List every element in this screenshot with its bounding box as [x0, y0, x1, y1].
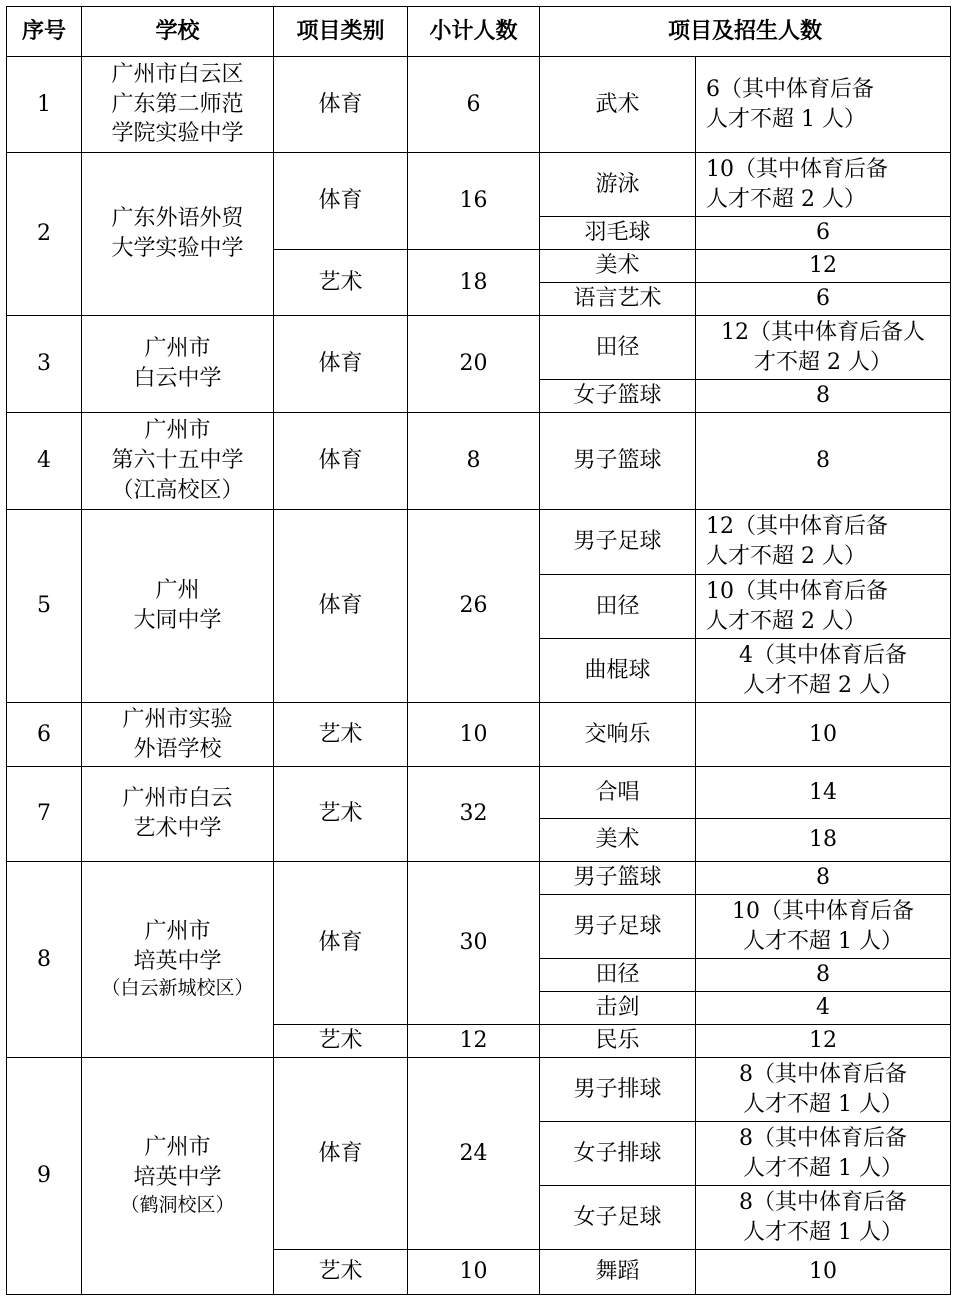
subtotal-cell: 24	[408, 1058, 540, 1250]
item-name-cell: 男子排球	[540, 1058, 696, 1122]
school-cell	[82, 57, 274, 153]
subtotal-cell: 16	[408, 153, 540, 250]
item-count-cell: 6	[696, 283, 951, 316]
item-name-cell: 合唱	[540, 767, 696, 819]
table-row	[7, 510, 951, 575]
item-name-cell: 曲棍球	[540, 639, 696, 703]
item-name-cell: 美术	[540, 819, 696, 862]
subtotal-cell: 18	[408, 250, 540, 316]
item-name-cell: 田径	[540, 316, 696, 380]
item-count-cell: 10	[696, 1250, 951, 1295]
header-row	[7, 7, 951, 57]
school-line: 广州市	[144, 918, 211, 944]
count-line: 10（其中体育后备	[706, 578, 888, 604]
school-cell	[82, 153, 274, 316]
item-count-cell: 8	[696, 413, 951, 510]
school-line: 培英中学	[133, 948, 222, 974]
school-line: 广州市实验	[122, 706, 233, 732]
school-line: 广州市白云区	[111, 61, 244, 87]
item-name-cell: 田径	[540, 575, 696, 639]
category-cell: 艺术	[274, 1025, 408, 1058]
item-count-cell	[696, 1058, 951, 1122]
item-name-cell: 武术	[540, 57, 696, 153]
seq-cell: 8	[7, 862, 82, 1058]
school-line: 学院实验中学	[111, 121, 244, 147]
school-cell	[82, 510, 274, 703]
seq-cell: 4	[7, 413, 82, 510]
subtotal-cell: 20	[408, 316, 540, 413]
category-cell: 艺术	[274, 250, 408, 316]
seq-cell: 2	[7, 153, 82, 316]
item-name-cell: 舞蹈	[540, 1250, 696, 1295]
school-line: （江高校区）	[111, 477, 244, 503]
item-count-cell	[696, 895, 951, 959]
subtotal-cell: 30	[408, 862, 540, 1025]
header-school: 学校	[82, 7, 274, 57]
item-count-cell: 6	[696, 217, 951, 250]
table-row	[7, 413, 951, 510]
item-count-cell: 8	[696, 959, 951, 992]
count-line: 人才不超 1 人）	[706, 106, 866, 132]
item-count-cell: 14	[696, 767, 951, 819]
item-name-cell: 交响乐	[540, 703, 696, 767]
item-name-cell: 民乐	[540, 1025, 696, 1058]
table-row	[7, 153, 951, 217]
count-line: 8（其中体育后备	[739, 1125, 907, 1151]
school-cell	[82, 862, 274, 1058]
item-count-cell: 18	[696, 819, 951, 862]
school-cell	[82, 703, 274, 767]
category-cell: 艺术	[274, 1250, 408, 1295]
item-count-cell: 12	[696, 1025, 951, 1058]
school-cell	[82, 1058, 274, 1295]
item-name-cell: 语言艺术	[540, 283, 696, 316]
item-count-cell	[696, 1122, 951, 1186]
school-cell	[82, 316, 274, 413]
count-line: 8（其中体育后备	[739, 1189, 907, 1215]
school-line: （鹤洞校区）	[120, 1193, 235, 1216]
category-cell: 艺术	[274, 767, 408, 862]
school-line: 大同中学	[133, 608, 222, 633]
category-cell: 体育	[274, 862, 408, 1025]
item-name-cell: 美术	[540, 250, 696, 283]
category-cell: 体育	[274, 57, 408, 153]
count-line: 10（其中体育后备	[706, 156, 888, 182]
school-line: 广东外语外贸	[111, 206, 244, 232]
school-cell	[82, 767, 274, 862]
item-name-cell: 男子篮球	[540, 413, 696, 510]
subtotal-cell: 6	[408, 57, 540, 153]
count-line: 人才不超 1 人）	[743, 1219, 903, 1245]
seq-cell: 1	[7, 57, 82, 153]
item-name-cell: 击剑	[540, 992, 696, 1025]
subtotal-cell: 32	[408, 767, 540, 862]
subtotal-cell: 10	[408, 1250, 540, 1295]
item-count-cell	[696, 575, 951, 639]
count-line: 12（其中体育后备	[706, 514, 888, 540]
item-count-cell	[696, 57, 951, 153]
count-line: 人才不超 2 人）	[743, 672, 903, 698]
enrollment-table	[6, 6, 951, 1295]
school-line: 广东第二师范	[111, 91, 244, 117]
count-line: 才不超 2 人）	[754, 349, 892, 375]
subtotal-cell: 26	[408, 510, 540, 703]
category-cell: 体育	[274, 153, 408, 250]
category-cell: 体育	[274, 510, 408, 703]
count-line: 人才不超 2 人）	[706, 608, 866, 634]
item-name-cell: 男子篮球	[540, 862, 696, 895]
item-count-cell	[696, 510, 951, 575]
count-line: 人才不超 2 人）	[706, 186, 866, 212]
school-line: 第六十五中学	[111, 448, 244, 474]
item-count-cell	[696, 1186, 951, 1250]
seq-cell: 6	[7, 703, 82, 767]
school-line: 广州市	[144, 418, 211, 444]
item-count-cell	[696, 316, 951, 380]
table-row	[7, 862, 951, 895]
seq-cell: 9	[7, 1058, 82, 1295]
category-cell: 艺术	[274, 703, 408, 767]
header-items: 项目及招生人数	[540, 7, 951, 57]
item-count-cell: 8	[696, 380, 951, 413]
item-count-cell	[696, 153, 951, 217]
count-line: 10（其中体育后备	[732, 898, 914, 924]
school-line: （白云新城校区）	[101, 977, 254, 1000]
seq-cell: 3	[7, 316, 82, 413]
item-name-cell: 男子足球	[540, 510, 696, 575]
table-row	[7, 703, 951, 767]
item-name-cell: 游泳	[540, 153, 696, 217]
subtotal-cell: 12	[408, 1025, 540, 1058]
school-line: 艺术中学	[133, 816, 222, 841]
count-line: 人才不超 1 人）	[743, 1091, 903, 1117]
table-row	[7, 767, 951, 819]
item-count-cell: 4	[696, 992, 951, 1025]
subtotal-cell: 10	[408, 703, 540, 767]
school-cell	[82, 413, 274, 510]
school-line: 白云中学	[133, 366, 222, 391]
table-row	[7, 316, 951, 380]
subtotal-cell: 8	[408, 413, 540, 510]
school-line: 广州市	[144, 1135, 211, 1161]
item-count-cell	[696, 639, 951, 703]
count-line: 4（其中体育后备	[739, 642, 907, 668]
item-count-cell: 8	[696, 862, 951, 895]
header-category: 项目类别	[274, 7, 408, 57]
header-subtotal: 小计人数	[408, 7, 540, 57]
item-name-cell: 羽毛球	[540, 217, 696, 250]
seq-cell: 5	[7, 510, 82, 703]
count-line: 人才不超 2 人）	[706, 544, 866, 569]
item-count-cell: 10	[696, 703, 951, 767]
table-row	[7, 1058, 951, 1122]
table-row	[7, 57, 951, 153]
count-line: 12（其中体育后备人	[721, 319, 925, 345]
count-line: 6（其中体育后备	[706, 76, 874, 102]
item-name-cell: 田径	[540, 959, 696, 992]
school-line: 大学实验中学	[111, 236, 244, 261]
school-line: 广州	[155, 578, 200, 604]
category-cell: 体育	[274, 413, 408, 510]
item-name-cell: 男子足球	[540, 895, 696, 959]
category-cell: 体育	[274, 316, 408, 413]
item-count-cell: 12	[696, 250, 951, 283]
school-line: 广州市	[144, 336, 211, 362]
count-line: 人才不超 1 人）	[743, 928, 903, 954]
count-line: 人才不超 1 人）	[743, 1155, 903, 1181]
school-line: 外语学校	[133, 736, 222, 762]
count-line: 8（其中体育后备	[739, 1061, 907, 1087]
school-line: 培英中学	[133, 1165, 222, 1191]
item-name-cell: 女子足球	[540, 1186, 696, 1250]
item-name-cell: 女子篮球	[540, 380, 696, 413]
header-seq: 序号	[7, 7, 82, 57]
item-name-cell: 女子排球	[540, 1122, 696, 1186]
category-cell: 体育	[274, 1058, 408, 1250]
seq-cell: 7	[7, 767, 82, 862]
school-line: 广州市白云	[122, 786, 233, 812]
